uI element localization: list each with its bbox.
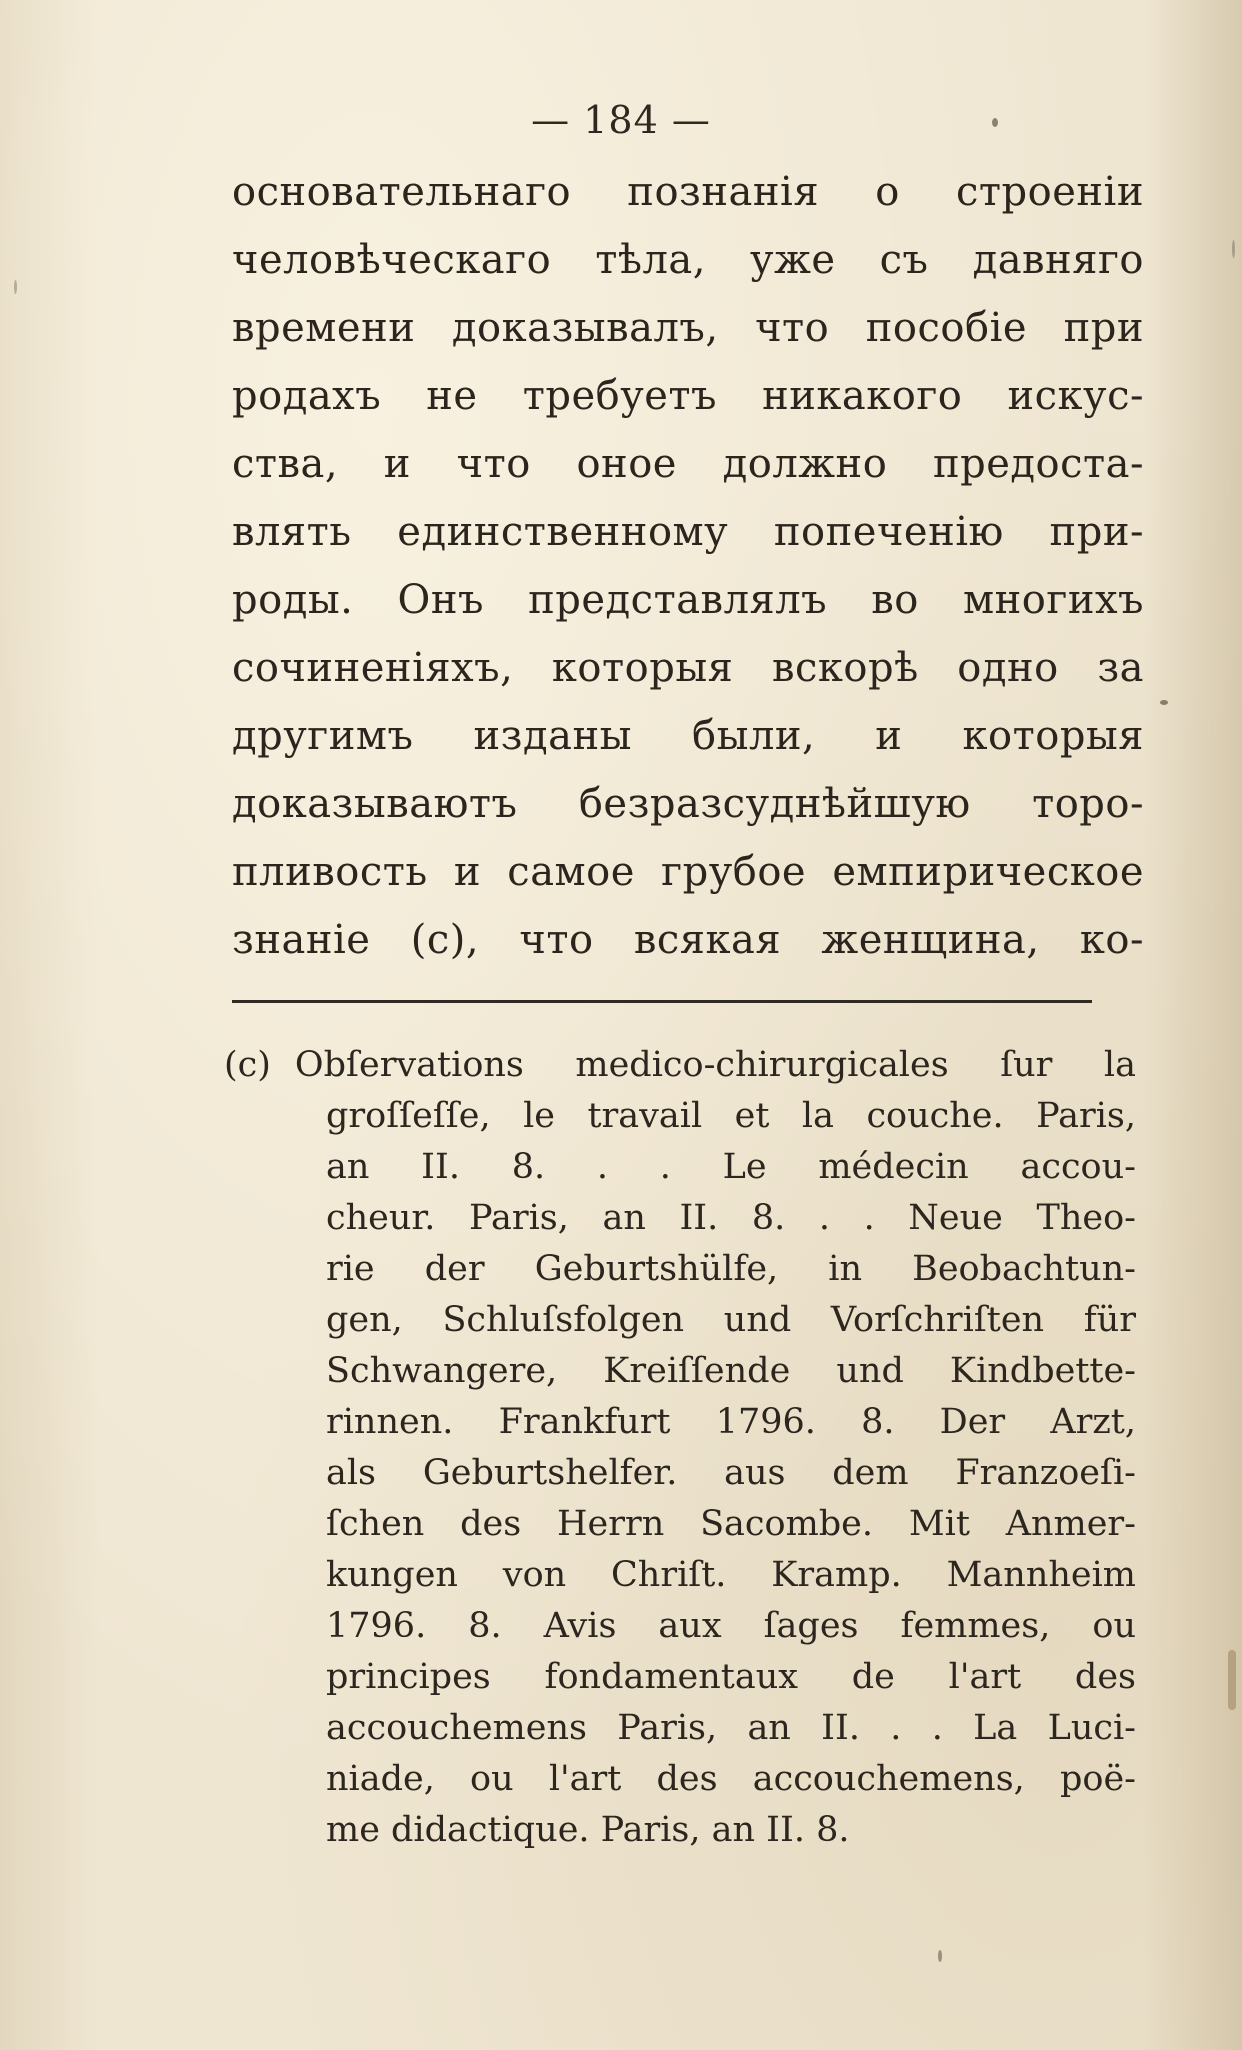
footnote-line: accouchemens Paris, an II. . . La Luci- [326,1708,1136,1748]
paper-speck [992,118,998,127]
main-text-block [232,158,1144,974]
text-line: знаніе (c), что всякая женщина, ко- [232,917,1144,963]
text-line: пливость и самое грубое емпирическое [232,849,1144,895]
footnote-line: an II. 8. . . Le médecin accou- [326,1147,1136,1187]
text-line: доказываютъ безразсуднѣйшую торо- [232,781,1144,827]
footnote-line: principes fondamentaux de l'art des [326,1657,1136,1697]
text-line: сочиненіяхъ, которыя вскорѣ одно за [232,645,1144,691]
footnote-line: Schwangere, Kreiſſende und Kindbette- [326,1351,1136,1391]
paper-speck [1160,700,1168,705]
text-line: влять единственному попеченію при- [232,509,1144,555]
footnote-line: rinnen. Frankfurt 1796. 8. Der Arzt, [326,1402,1136,1442]
text-line: основательнаго познанія о строеніи [232,169,1144,215]
text-line: родахъ не требуетъ никакого искус- [232,373,1144,419]
paper-speck [938,1950,942,1962]
footnote-line-text: Obſervations medico-chirurgicales ſur la [294,1045,1136,1085]
footnote-marker: (c) [224,1045,271,1085]
text-line: роды. Онъ представлялъ во многихъ [232,577,1144,623]
text-line: человѣческаго тѣла, уже съ давняго [232,237,1144,283]
paper-speck [14,280,17,294]
footnote-line: groſſeſſe, le travail et la couche. Paris, [326,1096,1136,1136]
footnote-block [224,1040,1136,1856]
footnote-line: kungen von Chriſt. Kramp. Mannheim [326,1555,1136,1595]
text-line: времени доказывалъ, что пособіе при [232,305,1144,351]
footnote-line: me didactique. Paris, an II. 8. [326,1810,850,1850]
footnote-line: niade, ou l'art des accouchemens, poë- [326,1759,1136,1799]
footnote-line: 1796. 8. Avis aux ſages femmes, ou [326,1606,1136,1646]
footnote-line-first [224,1040,1136,1091]
page-number: — 184 — [531,98,711,142]
footnote-divider [232,1000,1092,1003]
footnote-line: als Geburtshelfer. aus dem Franzoeſi- [326,1453,1136,1493]
text-line: другимъ изданы были, и которыя [232,713,1144,759]
footnote-line: rie der Geburtshülfe, in Beobachtun- [326,1249,1136,1289]
footnote-line: cheur. Paris, an II. 8. . . Neue Theo- [326,1198,1136,1238]
text-line: ства, и что оное должно предоста- [232,441,1144,487]
footnote-line: ſchen des Herrn Sacombe. Mit Anmer- [326,1504,1136,1544]
footnote-line: gen, Schluſsfolgen und Vorſchriſten für [326,1300,1136,1340]
paper-speck [1232,240,1235,258]
paper-speck [1228,1650,1236,1710]
